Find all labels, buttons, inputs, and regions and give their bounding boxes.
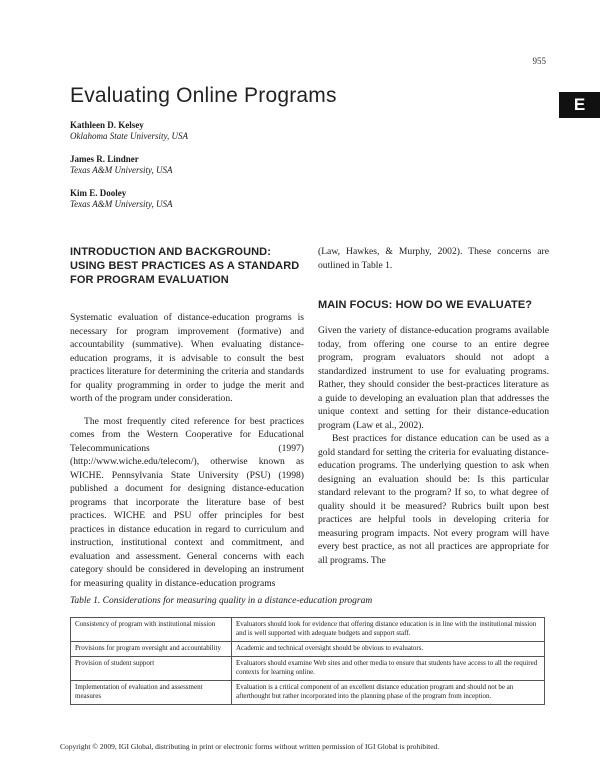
copyright-notice: Copyright © 2009, IGI Global, distributing in print or electronic forms without written permission of IGI Global is prohibited. bbox=[60, 742, 440, 751]
right-column bbox=[318, 245, 549, 567]
author-affiliation: Oklahoma State University, USA bbox=[70, 131, 188, 141]
author-affiliation: Texas A&M University, USA bbox=[70, 165, 173, 175]
table-cell-consideration: Consistency of program with institutional mission bbox=[71, 618, 232, 642]
considerations-table bbox=[70, 617, 545, 705]
author-block bbox=[70, 154, 173, 176]
body-paragraph-continuation: (Law, Hawkes, & Murphy, 2002). These concerns are outlined in Table 1. bbox=[318, 246, 549, 271]
author-block bbox=[70, 188, 173, 210]
body-paragraph: Given the variety of distance-education programs available today, from offering one course to an entire degree program, program evaluators should not adopt a standardized instrument to use for evaluating programs. Rather, they should consider the best-practices literature as a guide to developing an evaluation plan that addresses the unique context and setting for their distance-education program (Law et al., 2002). bbox=[318, 325, 549, 431]
author-name: James R. Lindner bbox=[70, 154, 139, 164]
table-cell-guidance: Evaluators should look for evidence that offering distance education is in line with the institutional mission and is well supported with adequate budgets and support staff. bbox=[232, 618, 545, 642]
table-cell-consideration: Implementation of evaluation and assessment measures bbox=[71, 681, 232, 705]
table-cell-guidance: Academic and technical oversight should be obvious to evaluators. bbox=[232, 642, 545, 657]
author-block bbox=[70, 120, 188, 142]
body-paragraph: Systematic evaluation of distance-education programs is necessary for program improvement (formative) and accountability (summative). When evaluating distance-education programs, it is advisable to consult the best practices literature for determining the criteria and standards for quality programming in order to judge the merit and worth of the program under consideration. bbox=[70, 312, 304, 404]
section-heading-introduction: INTRODUCTION AND BACKGROUND: USING BEST PRACTICES AS A STANDARD FOR PROGRAM EVALUATION bbox=[70, 246, 300, 286]
body-paragraph: Best practices for distance education can be used as a gold standard for setting the criteria for evaluating distance-education programs. The underlying question to ask when designing an evaluation should be: Is this particular standard relevant to the program? If so, to what degree of quality should it be measured? Rubrics built upon best practices are helpful tools in developing criteria for measuring program impacts. Not every program will have every best practice, as not all practices are appropriate for all programs. The bbox=[318, 433, 549, 566]
table-row bbox=[71, 642, 545, 657]
left-column bbox=[70, 245, 304, 590]
author-name: Kathleen D. Kelsey bbox=[70, 120, 144, 130]
table-cell-guidance: Evaluation is a critical component of an excellent distance education program and should not be an afterthought but rather incorporated into the planning phase of the program from inception. bbox=[232, 681, 545, 705]
table-row bbox=[71, 618, 545, 642]
table-row bbox=[71, 657, 545, 681]
table-caption: Table 1. Considerations for measuring quality in a distance-education program bbox=[70, 596, 373, 606]
author-name: Kim E. Dooley bbox=[70, 188, 127, 198]
author-affiliation: Texas A&M University, USA bbox=[70, 199, 173, 209]
table-row bbox=[71, 681, 545, 705]
table-cell-consideration: Provision of student support bbox=[71, 657, 232, 681]
table-cell-consideration: Provisions for program oversight and accountability bbox=[71, 642, 232, 657]
table-cell-guidance: Evaluators should examine Web sites and other media to ensure that students have access to all the required contexts for learning online. bbox=[232, 657, 545, 681]
section-tab: E bbox=[559, 92, 600, 118]
body-paragraph: The most frequently cited reference for best practices comes from the Western Cooperative for Educational Telecommunications (1997) (http://www.wiche.edu/telecom/), otherwise known as WICHE. Pennsylvania State University (PSU) (1998) published a document for designing distance-education programs that incorporate the literature base of best practices. WICHE and PSU offer principles for best practices in distance education in regard to curriculum and instruction, institutional context and commitment, and evaluation and assessment. General concerns with each category should be considered in developing an instrument for measuring quality in distance-education programs bbox=[70, 415, 304, 589]
article-title: Evaluating Online Programs bbox=[70, 84, 337, 107]
page-number: 955 bbox=[532, 56, 546, 66]
section-heading-main-focus: MAIN FOCUS: HOW DO WE EVALUATE? bbox=[318, 299, 533, 311]
